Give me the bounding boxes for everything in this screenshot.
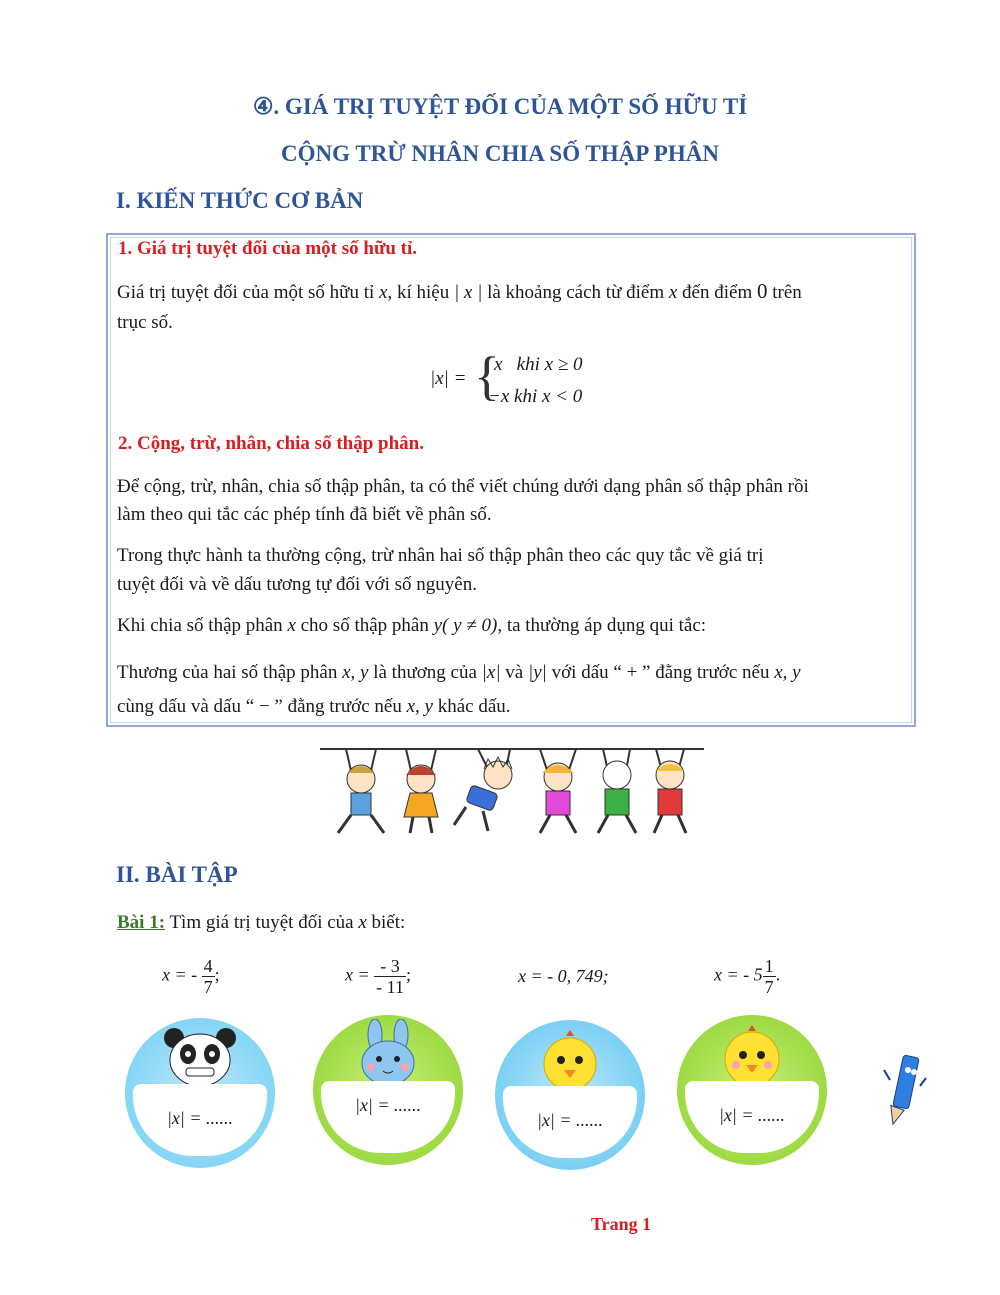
def-absx: | x |	[453, 282, 483, 303]
value-2-num: - 3	[374, 956, 406, 977]
answer-field-1[interactable]: |x| = ......	[166, 1108, 234, 1128]
page-title-line1: ④. GIÁ TRỊ TUYỆT ĐỐI CỦA MỘT SỐ HỮU TỈ	[252, 94, 748, 119]
kid-2-icon	[404, 749, 438, 833]
exercise-1-prompt	[117, 908, 405, 938]
p4-xy: x, y	[342, 662, 369, 683]
p4-xy2: x, y	[774, 662, 801, 683]
p3-text-b: cho số thập phân	[295, 615, 434, 636]
answer-badge-bunny	[313, 1015, 463, 1165]
value-4-lhs: x = - 5	[714, 964, 763, 985]
value-4-den: 7	[764, 977, 774, 997]
section-heading-1: I. KIẾN THỨC CƠ BẢN	[116, 188, 364, 213]
p4-text-d: với dấu “ + ” đằng trước nếu	[546, 662, 775, 683]
exercise-1-x: x	[358, 912, 367, 933]
subheading-absolute-value: 1. Giá trị tuyệt đối của một số hữu tỉ.	[118, 238, 418, 259]
formula-lhs: |x| =	[430, 368, 467, 389]
answer-plate-4	[685, 1081, 819, 1153]
paragraph-1-line2: làm theo qui tắc các phép tính đã biết về phân số.	[117, 504, 492, 525]
page-title-line2: CỘNG TRỪ NHÂN CHIA SỐ THẬP PHÂN	[281, 141, 719, 166]
value-2	[345, 956, 411, 997]
p5-xy: x, y	[406, 696, 433, 717]
p4-absy: |y|	[527, 662, 547, 683]
answer-badge-panda	[125, 1018, 275, 1168]
subheading-decimal-ops: 2. Cộng, trừ, nhân, chia số thập phân.	[118, 433, 424, 454]
value-1-tail: ;	[214, 964, 220, 985]
answer-badge-chick-1	[495, 1020, 645, 1170]
kid-5-icon	[598, 749, 636, 833]
value-2-fraction	[374, 956, 406, 997]
value-2-tail: ;	[405, 964, 411, 985]
abs-formula	[430, 346, 630, 412]
def-text-d: đến điểm	[677, 282, 757, 303]
exercise-1-label: Bài 1:	[117, 912, 166, 933]
paragraph-5	[117, 692, 511, 722]
def-x-2: x	[668, 282, 678, 303]
value-1-fraction	[202, 956, 215, 997]
paragraph-1-line1: Để cộng, trừ, nhân, chia số thập phân, ta có thể viết chúng dưới dạng phân số thập phân rồi	[117, 476, 809, 497]
value-1-lhs: x = -	[162, 964, 198, 985]
p3-text-a: Khi chia số thập phân	[117, 615, 288, 636]
value-2-lhs: x =	[345, 964, 370, 985]
def-text-e: trên	[767, 282, 802, 303]
value-4-num: 1	[764, 956, 774, 976]
p3-text-c: , ta thường áp dụng qui tắc:	[497, 615, 707, 636]
p3-y: y( y ≠ 0)	[433, 615, 498, 636]
paragraph-4	[117, 658, 801, 688]
bunny-icon	[343, 1019, 433, 1089]
kid-6-icon	[654, 749, 686, 833]
answer-plate-3	[503, 1086, 637, 1158]
kid-1-icon	[338, 749, 384, 833]
value-3	[518, 966, 609, 987]
def-zero: 0	[756, 279, 768, 303]
page-number-text: Trang 1	[591, 1214, 652, 1234]
def-text-b: , kí hiệu	[387, 282, 454, 303]
answer-plate-1	[133, 1084, 267, 1156]
answer-field-4[interactable]: |x| = ......	[718, 1105, 786, 1125]
kid-4-icon	[540, 749, 576, 833]
def-text-a: Giá trị tuyệt đối của một số hữu tỉ	[117, 282, 380, 303]
definition-paragraph	[117, 276, 907, 308]
value-3-lhs: x = - 0, 749;	[518, 966, 609, 986]
paragraph-3	[117, 611, 706, 641]
def-x: x	[379, 282, 388, 303]
value-4-tail: .	[775, 964, 781, 985]
p4-text-b: là thương của	[368, 662, 482, 683]
answer-field-3[interactable]: |x| = ......	[536, 1110, 604, 1130]
brace-icon: {	[474, 346, 500, 406]
exercise-1-text: Tìm giá trị tuyệt đối của	[165, 912, 359, 933]
paragraph-2-line2: tuyệt đối và về dấu tương tự đối với số nguyên.	[117, 574, 477, 595]
value-2-den: - 11	[376, 977, 404, 997]
def-text-c: là khoảng cách từ điểm	[482, 282, 669, 303]
formula-case-2: −x khi x < 0	[488, 386, 583, 407]
answer-field-2[interactable]: |x| = ......	[354, 1095, 422, 1115]
paragraph-2-line1: Trong thực hành ta thường cộng, trừ nhân hai số thập phân theo các quy tắc về giá trị	[117, 545, 764, 566]
value-1-den: 7	[203, 977, 213, 997]
p4-absx: |x|	[481, 662, 501, 683]
p4-text-a: Thương của hai số thập phân	[117, 662, 343, 683]
page-number	[591, 1214, 651, 1235]
answer-plate-2	[321, 1081, 455, 1153]
definition-line2: trục số.	[117, 312, 173, 333]
p5-text-a: cùng dấu và dấu “ − ” đằng trước nếu	[117, 696, 407, 717]
kid-3-icon	[454, 749, 512, 831]
hanging-kids-illustration	[318, 745, 706, 840]
pencil-mascot-icon	[882, 1050, 928, 1130]
p3-x: x	[287, 615, 296, 636]
value-1	[162, 956, 220, 997]
p4-text-c: và	[500, 662, 528, 683]
value-1-num: 4	[203, 956, 213, 976]
section-heading-2: II. BÀI TẬP	[116, 862, 238, 887]
p5-text-b: khác dấu.	[432, 696, 511, 717]
value-4	[714, 956, 780, 997]
value-4-fraction	[763, 956, 776, 997]
formula-case-1: x khi x ≥ 0	[494, 354, 583, 375]
answer-badge-chick-2	[677, 1015, 827, 1165]
exercise-1-end: biết:	[366, 912, 406, 933]
